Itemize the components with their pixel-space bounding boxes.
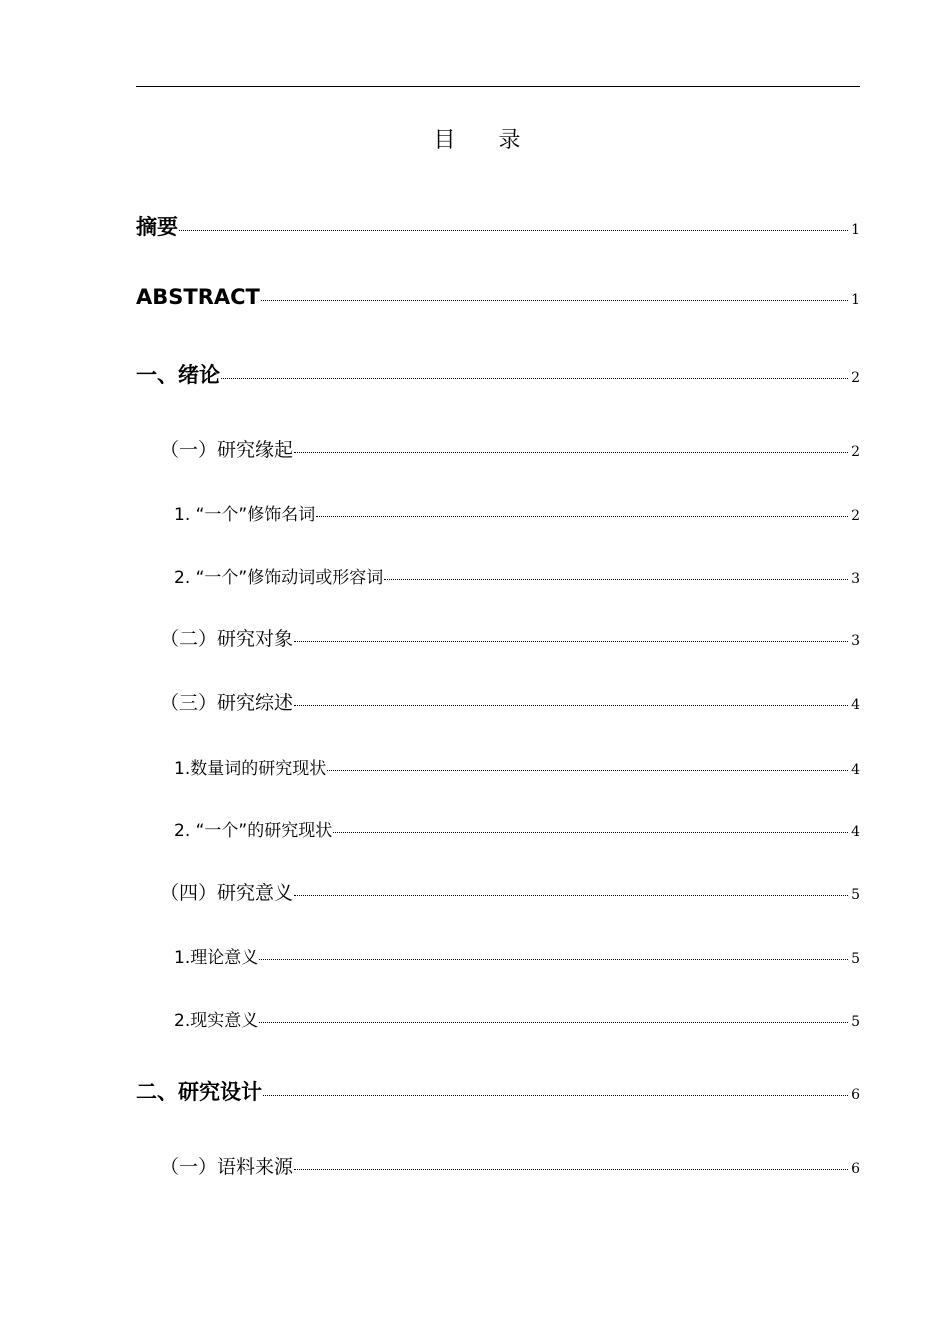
toc-entry-subsection-1-1-2[interactable]	[136, 563, 860, 588]
dot-leader	[259, 959, 848, 960]
toc-entry-subsection-1-1-1[interactable]	[136, 500, 860, 525]
toc-entry-label: 1. “一个”修饰名词	[174, 505, 316, 525]
toc-entry-label: （二）研究对象	[160, 628, 294, 650]
toc-entry-page: 6	[851, 1087, 860, 1103]
dot-leader	[179, 230, 848, 231]
toc-entry-page: 4	[851, 697, 860, 713]
dot-leader	[294, 895, 848, 896]
toc-entry-page: 3	[851, 571, 860, 587]
toc-entry-page: 1	[851, 222, 860, 238]
toc-entry-section-1-3[interactable]	[136, 688, 860, 715]
dot-leader	[263, 1095, 848, 1096]
toc-entry-section-1-2[interactable]	[136, 624, 860, 651]
toc-entry-label: ABSTRACT	[136, 285, 260, 309]
toc-entry-section-1-1[interactable]	[136, 435, 860, 462]
dot-leader	[327, 770, 848, 771]
toc-entry-page: 6	[851, 1161, 860, 1177]
toc-entry-label: 摘要	[136, 215, 178, 239]
toc-entry-page: 4	[851, 824, 860, 840]
toc-entry-label: 一、绪论	[136, 363, 220, 387]
toc-entry-page: 1	[851, 292, 860, 308]
toc-entry-label: 2. “一个”修饰动词或形容词	[174, 568, 384, 588]
toc-entry-chapter-2[interactable]	[136, 1076, 860, 1106]
toc-entry-page: 5	[851, 1014, 860, 1030]
toc-entry-label: （一）语料来源	[160, 1156, 294, 1178]
toc-entry-page: 5	[851, 887, 860, 903]
dot-leader	[333, 832, 848, 833]
toc-entry-page: 2	[851, 508, 860, 524]
toc-entry-subsection-1-4-2[interactable]	[136, 1006, 860, 1031]
dot-leader	[261, 300, 848, 301]
dot-leader	[384, 579, 848, 580]
dot-leader	[294, 1169, 848, 1170]
toc-entry-page: 2	[851, 444, 860, 460]
toc-entry-abstract-en[interactable]	[136, 285, 860, 309]
dot-leader	[259, 1022, 848, 1023]
toc-entry-section-2-1[interactable]	[136, 1152, 860, 1179]
toc-entry-label: 1.理论意义	[174, 948, 259, 968]
dot-leader	[316, 516, 848, 517]
toc-entry-page: 3	[851, 633, 860, 649]
dot-leader	[294, 452, 848, 453]
toc-entry-chapter-1[interactable]	[136, 359, 860, 389]
toc-entry-page: 4	[851, 762, 860, 778]
toc-entry-label: 1.数量词的研究现状	[174, 759, 327, 779]
toc-entry-section-1-4[interactable]	[136, 878, 860, 905]
dot-leader	[294, 705, 848, 706]
toc-entry-page: 5	[851, 951, 860, 967]
header-rule	[136, 86, 860, 87]
toc-entry-subsection-1-3-2[interactable]	[136, 816, 860, 841]
toc-entry-subsection-1-4-1[interactable]	[136, 943, 860, 968]
toc-entry-label: （四）研究意义	[160, 882, 294, 904]
toc-entry-label: （三）研究综述	[160, 692, 294, 714]
toc-entry-label: 二、研究设计	[136, 1080, 262, 1104]
toc-entry-subsection-1-3-1[interactable]	[136, 754, 860, 779]
toc-entry-page: 2	[851, 370, 860, 386]
toc-entry-label: 2.现实意义	[174, 1011, 259, 1031]
toc-entry-abstract-cn[interactable]	[136, 211, 860, 241]
toc-entry-label: （一）研究缘起	[160, 439, 294, 461]
toc-entry-label: 2. “一个”的研究现状	[174, 821, 333, 841]
dot-leader	[221, 378, 848, 379]
toc-title: 目 录	[433, 128, 539, 153]
dot-leader	[294, 641, 848, 642]
